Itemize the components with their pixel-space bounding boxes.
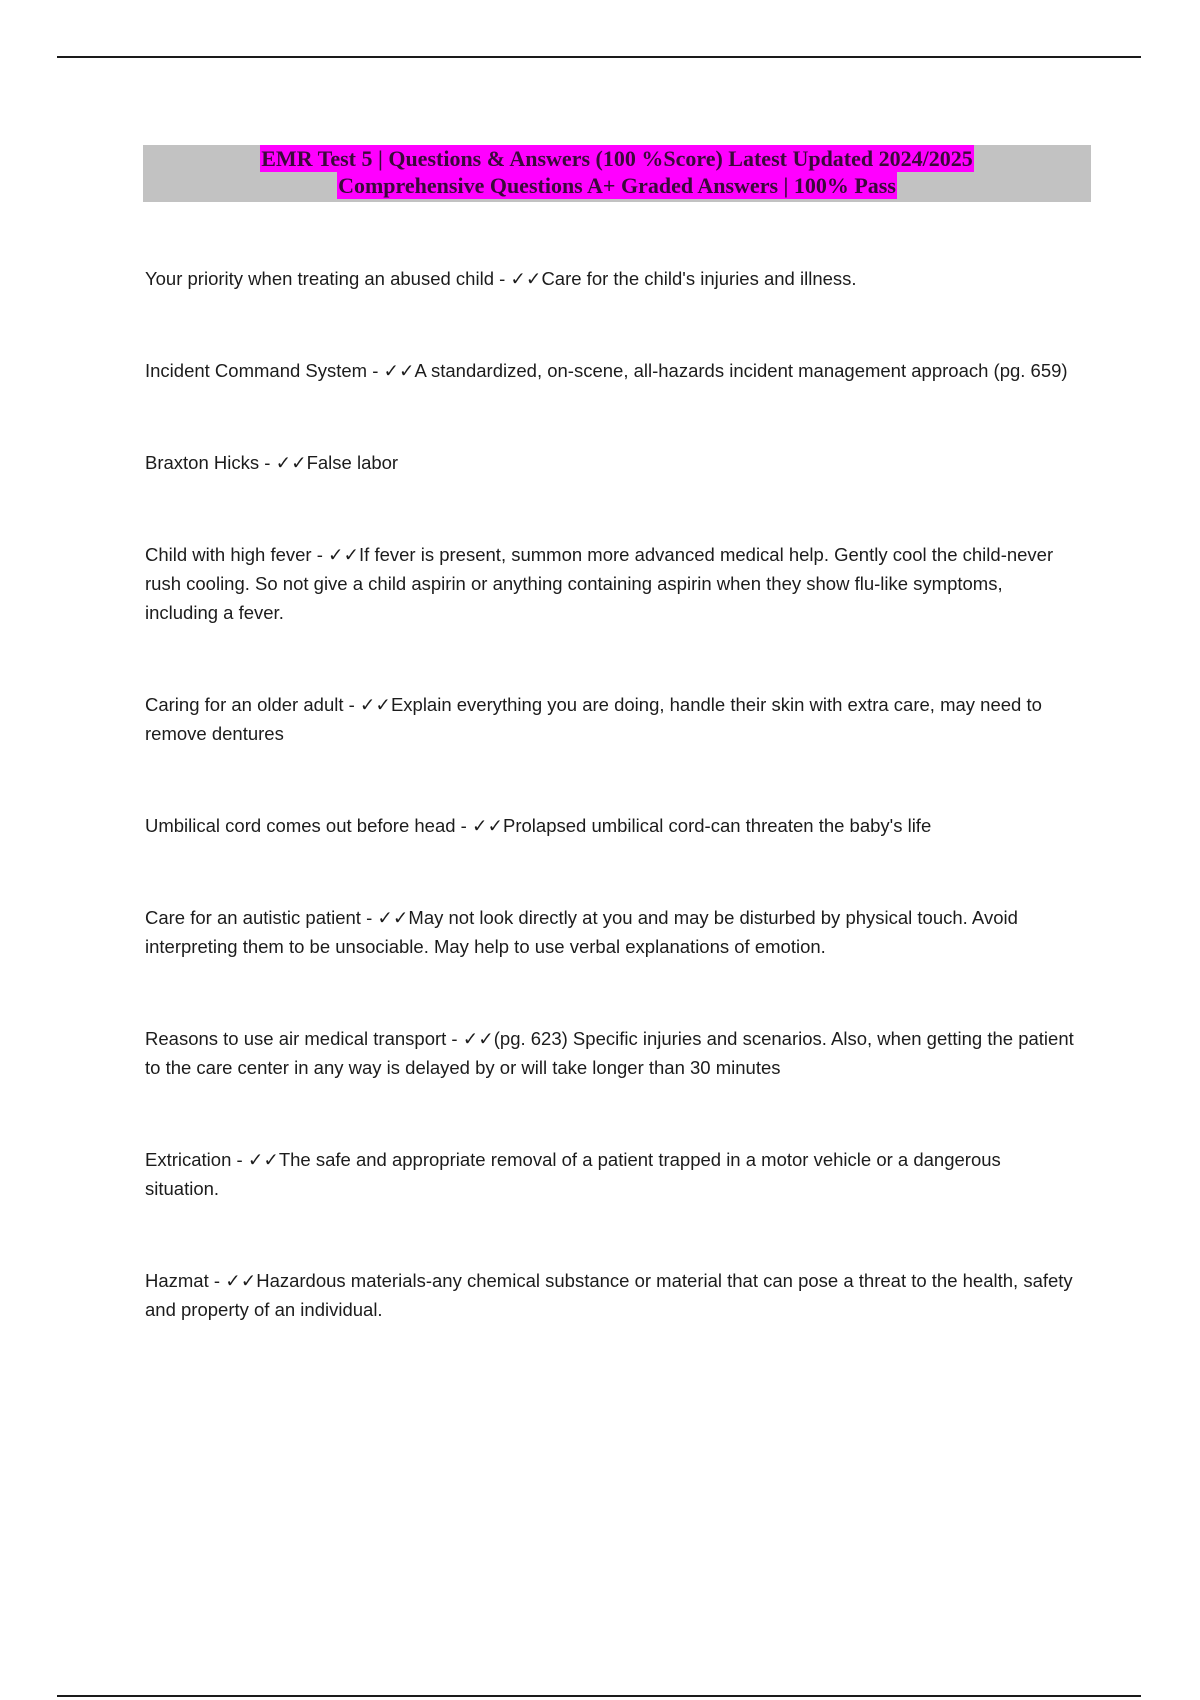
check-separator: - ✓✓ <box>446 1028 494 1049</box>
qa-answer: The safe and appropriate removal of a patient trapped in a motor vehicle or a dangerous situation. <box>145 1149 1001 1199</box>
qa-question: Caring for an older adult <box>145 694 344 715</box>
qa-answer: May not look directly at you and may be disturbed by physical touch. Avoid interpreting them to be unsociable. May help to use verbal explanations of emotion. <box>145 907 1018 957</box>
qa-item <box>145 540 1075 627</box>
check-separator: - ✓✓ <box>367 360 415 381</box>
qa-answer: Prolapsed umbilical cord-can threaten the baby's life <box>503 815 932 836</box>
check-separator: - ✓✓ <box>311 544 360 565</box>
qa-item <box>145 356 1075 385</box>
check-separator: - ✓✓ <box>360 907 409 928</box>
check-separator: - ✓✓ <box>455 815 503 836</box>
bottom-rule <box>57 1695 1141 1697</box>
document-title <box>143 145 1091 202</box>
qa-answer: Explain everything you are doing, handle their skin with extra care, may need to remove dentures <box>145 694 1042 744</box>
qa-item <box>145 448 1075 477</box>
qa-list <box>145 264 1075 1387</box>
qa-answer: If fever is present, summon more advanced medical help. Gently cool the child-never rush cooling. So not give a child aspirin or anything containing aspirin when they show flu-like symptoms, including a fever. <box>145 544 1054 623</box>
qa-question: Care for an autistic patient <box>145 907 361 928</box>
qa-question: Reasons to use air medical transport <box>145 1028 447 1049</box>
check-separator: - ✓✓ <box>208 1270 257 1291</box>
qa-item <box>145 1024 1075 1082</box>
qa-answer: Hazardous materials-any chemical substance or material that can pose a threat to the health, safety and property of an individual. <box>145 1270 1073 1320</box>
qa-question: Child with high fever <box>145 544 312 565</box>
qa-item <box>145 903 1075 961</box>
qa-question: Your priority when treating an abused child <box>145 268 494 289</box>
qa-item <box>145 690 1075 748</box>
check-separator: - ✓✓ <box>343 694 391 715</box>
check-separator: - ✓✓ <box>231 1149 279 1170</box>
qa-item <box>145 1266 1075 1324</box>
qa-question: Hazmat <box>145 1270 209 1291</box>
title-line-1: EMR Test 5 | Questions & Answers (100 %Score) Latest Updated 2024/2025 <box>261 146 973 171</box>
title-line-2: Comprehensive Questions A+ Graded Answers | 100% Pass <box>338 173 896 198</box>
qa-answer: A standardized, on-scene, all-hazards incident management approach (pg. 659) <box>414 360 1068 381</box>
top-rule <box>57 56 1141 58</box>
qa-item <box>145 264 1075 293</box>
qa-question: Braxton Hicks <box>145 452 260 473</box>
check-separator: - ✓✓ <box>259 452 307 473</box>
qa-answer: (pg. 623) Specific injuries and scenarios. Also, when getting the patient to the care center in any way is delayed by or will take longer than 30 minutes <box>145 1028 1074 1078</box>
check-separator: - ✓✓ <box>493 268 542 289</box>
qa-question: Incident Command System <box>145 360 368 381</box>
qa-question: Extrication <box>145 1149 232 1170</box>
qa-answer: False labor <box>306 452 399 473</box>
qa-question: Umbilical cord comes out before head <box>145 815 456 836</box>
qa-item <box>145 811 1075 840</box>
qa-item <box>145 1145 1075 1203</box>
qa-answer: Care for the child's injuries and illness. <box>541 268 857 289</box>
